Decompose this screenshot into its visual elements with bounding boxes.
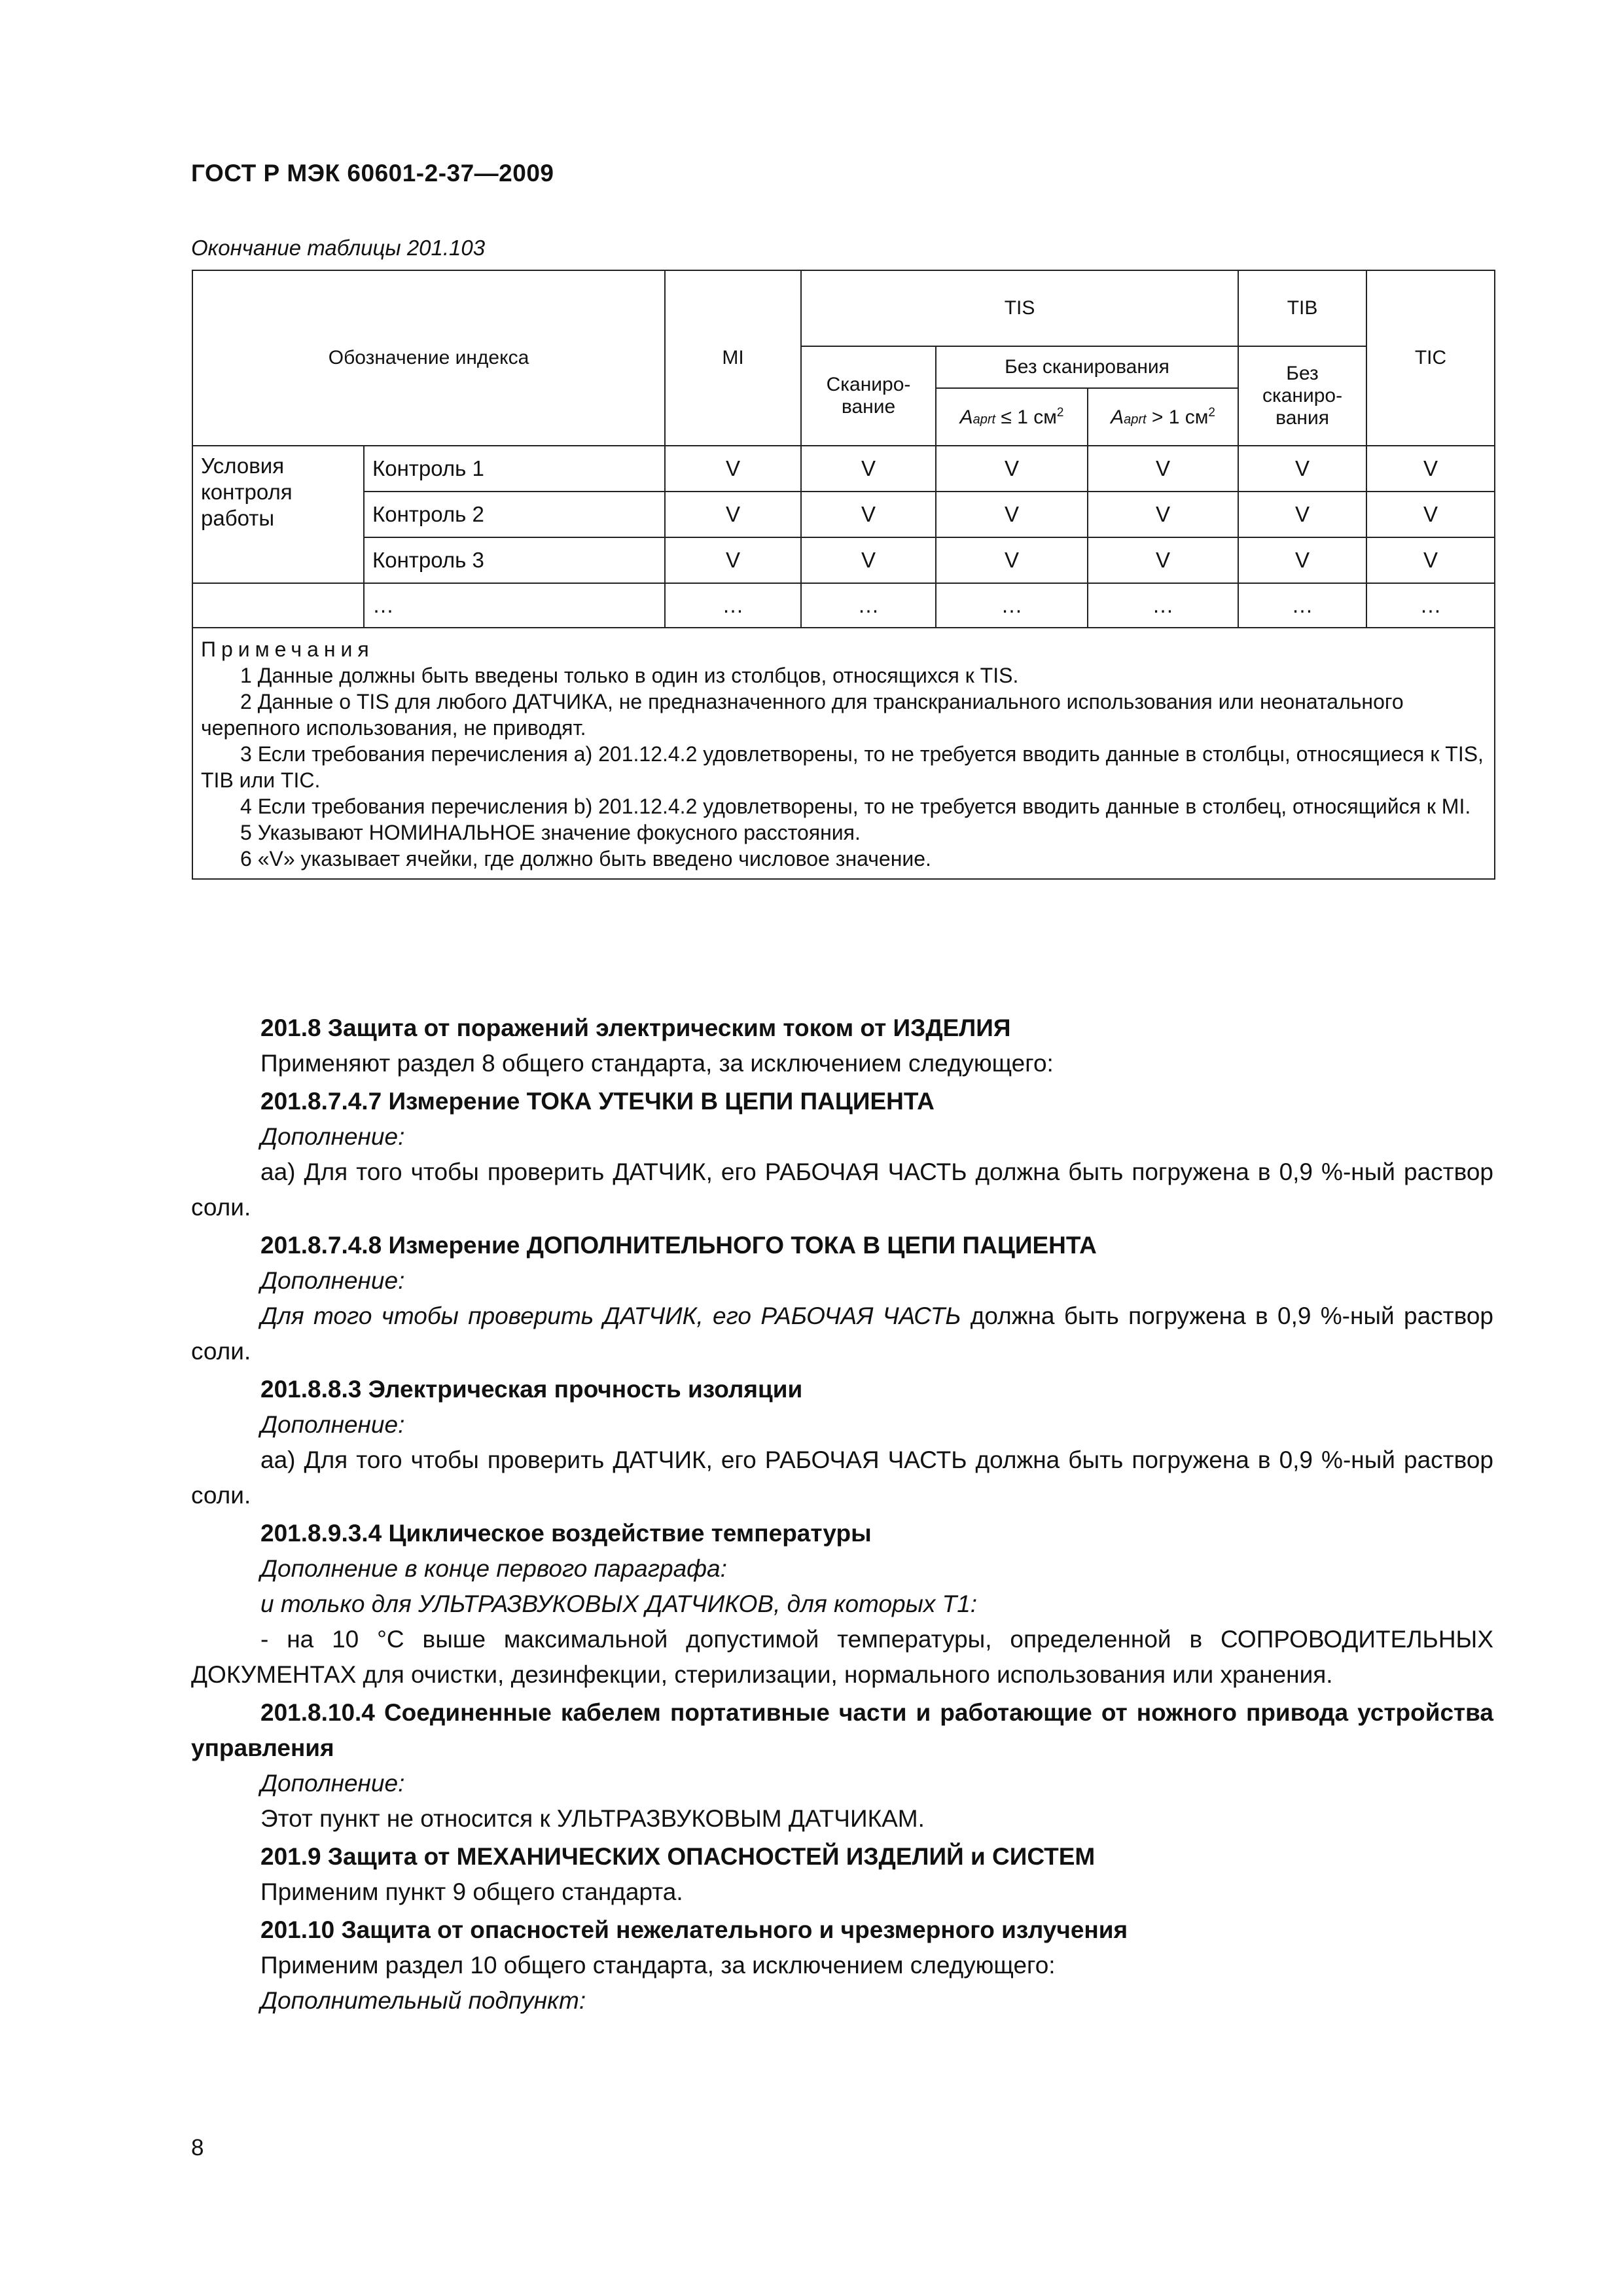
section-text: Применим пункт 9 общего стандарта.	[260, 1878, 683, 1905]
cell-value: …	[1088, 583, 1238, 628]
document-body	[191, 1008, 1493, 2018]
section-text	[191, 1299, 1493, 1369]
cell-value: V	[1238, 492, 1366, 537]
cell-value: V	[665, 492, 801, 537]
addition-line: и только для УЛЬТРАЗВУКОВЫХ ДАТЧИКОВ, для которых Т1:	[260, 1590, 978, 1617]
cell-value: V	[1366, 446, 1495, 492]
addition-label: Дополнение:	[260, 1411, 405, 1438]
italic-text: Для того чтобы проверить ДАТЧИК, его РАБОЧАЯ ЧАСТЬ	[260, 1302, 961, 1329]
cell-value: V	[1088, 492, 1238, 537]
cell-value: V	[665, 537, 801, 583]
row-label: Контроль 1	[364, 446, 665, 492]
cell-value: V	[801, 492, 936, 537]
page-number: 8	[191, 2135, 204, 2161]
cell-value: V	[936, 492, 1088, 537]
aprt-condition: > 1 см	[1151, 406, 1209, 428]
section-heading: 201.8.8.3 Электрическая прочность изоляции	[260, 1376, 803, 1403]
cell-value: …	[1238, 583, 1366, 628]
empty-cell	[192, 583, 364, 628]
addition-label: Дополнение:	[260, 1123, 405, 1150]
header-tis: TIS	[801, 270, 1238, 346]
cell-value: V	[1366, 492, 1495, 537]
note-item: 6 «V» указывает ячейки, где должно быть введено числовое значение.	[240, 847, 931, 870]
addition-label: Дополнение в конце первого параграфа:	[260, 1555, 727, 1582]
section-heading: 201.9 Защита от МЕХАНИЧЕСКИХ ОПАСНОСТЕЙ ИЗДЕЛИЙ и СИСТЕМ	[260, 1843, 1096, 1870]
cell-value: V	[1088, 446, 1238, 492]
section-text: аа) Для того чтобы проверить ДАТЧИК, его РАБОЧАЯ ЧАСТЬ должна быть погружена в 0,9 %-ный раствор соли.	[191, 1158, 1493, 1221]
table-caption: Окончание таблицы 201.103	[191, 236, 486, 260]
cell-value: …	[665, 583, 801, 628]
cell-value: …	[801, 583, 936, 628]
aprt-letter: A	[959, 406, 973, 428]
cell-value: V	[936, 446, 1088, 492]
section-text: Применяют раздел 8 общего стандарта, за исключением следующего:	[260, 1050, 1054, 1077]
row-label: Контроль 3	[364, 537, 665, 583]
cell-value: V	[1366, 537, 1495, 583]
section-text: - на 10 °С выше максимальной допустимой температуры, определенной в СОПРОВОДИТЕЛЬНЫХ ДОКУМЕНТАХ для очистки, дезинфекции, стерилизации, нормального использования или хранения.	[191, 1626, 1493, 1688]
aprt-letter: A	[1111, 406, 1124, 428]
header-aprt-gt-1	[1088, 388, 1238, 446]
superscript-2: 2	[1056, 405, 1064, 420]
index-table	[192, 270, 1495, 880]
aprt-condition: ≤ 1 см	[1001, 406, 1057, 428]
section-text: Применим раздел 10 общего стандарта, за исключением следующего:	[260, 1952, 1056, 1979]
addition-label: Дополнение:	[260, 1267, 405, 1294]
row-label: …	[364, 583, 665, 628]
cell-value: V	[801, 446, 936, 492]
notes-title: Примечания	[201, 637, 374, 661]
cell-value: …	[1366, 583, 1495, 628]
addition-label: Дополнительный подпункт:	[260, 1987, 586, 2014]
cell-value: V	[1088, 537, 1238, 583]
note-item: 5 Указывают НОМИНАЛЬНОЕ значение фокусного расстояния.	[240, 821, 861, 844]
section-text: аа) Для того чтобы проверить ДАТЧИК, его РАБОЧАЯ ЧАСТЬ должна быть погружена в 0,9 %-ный раствор соли.	[191, 1446, 1493, 1509]
addition-label: Дополнение:	[260, 1770, 405, 1797]
section-heading: 201.8.10.4 Соединенные кабелем портативные части и работающие от ножного привода устройства управления	[191, 1699, 1493, 1761]
header-tib: TIB	[1238, 270, 1366, 346]
row-group-label: Условия контроля работы	[192, 446, 364, 583]
aprt-subscript: aprt	[1124, 412, 1147, 427]
cell-value: V	[1238, 446, 1366, 492]
plain-text: должна быть погружена в 0,9 %-ный раствор соли.	[191, 1302, 1493, 1365]
section-heading: 201.8.7.4.8 Измерение ДОПОЛНИТЕЛЬНОГО ТОКА В ЦЕПИ ПАЦИЕНТА	[260, 1232, 1097, 1259]
cell-value: V	[936, 537, 1088, 583]
section-text: Этот пункт не относится к УЛЬТРАЗВУКОВЫМ ДАТЧИКАМ.	[260, 1805, 925, 1832]
header-mi: MI	[665, 270, 801, 446]
header-tib-no-scanning: Без сканиро-вания	[1238, 346, 1366, 446]
cell-value: V	[801, 537, 936, 583]
header-index-designation: Обозначение индекса	[192, 270, 665, 446]
header-no-scanning: Без сканирования	[936, 346, 1238, 388]
table-notes	[192, 628, 1495, 879]
header-aprt-le-1	[936, 388, 1088, 446]
cell-value: V	[665, 446, 801, 492]
section-heading: 201.8 Защита от поражений электрическим током от ИЗДЕЛИЯ	[260, 1014, 1011, 1041]
header-scanning: Сканиро-вание	[801, 346, 936, 446]
aprt-subscript: aprt	[972, 412, 996, 427]
section-heading: 201.8.9.3.4 Циклическое воздействие температуры	[260, 1520, 872, 1547]
note-item: 3 Если требования перечисления а) 201.12.4.2 удовлетворены, то не требуется вводить данные в столбцы, относящиеся к TIS, TIB или TIC.	[201, 742, 1484, 792]
section-heading: 201.10 Защита от опасностей нежелательного и чрезмерного излучения	[260, 1916, 1128, 1943]
row-label: Контроль 2	[364, 492, 665, 537]
header-tic: TIC	[1366, 270, 1495, 446]
document-header: ГОСТ Р МЭК 60601-2-37—2009	[191, 160, 554, 187]
note-item: 4 Если требования перечисления b) 201.12.4.2 удовлетворены, то не требуется вводить данные в столбец, относящийся к MI.	[240, 795, 1471, 818]
superscript-2: 2	[1208, 405, 1215, 420]
note-item: 2 Данные о TIS для любого ДАТЧИКА, не предназначенного для транскраниального использования или неонатального черепного использования, не приводят.	[201, 690, 1404, 740]
section-heading: 201.8.7.4.7 Измерение ТОКА УТЕЧКИ В ЦЕПИ ПАЦИЕНТА	[260, 1088, 935, 1115]
cell-value: …	[936, 583, 1088, 628]
note-item: 1 Данные должны быть введены только в один из столбцов, относящихся к TIS.	[240, 664, 1019, 687]
cell-value: V	[1238, 537, 1366, 583]
